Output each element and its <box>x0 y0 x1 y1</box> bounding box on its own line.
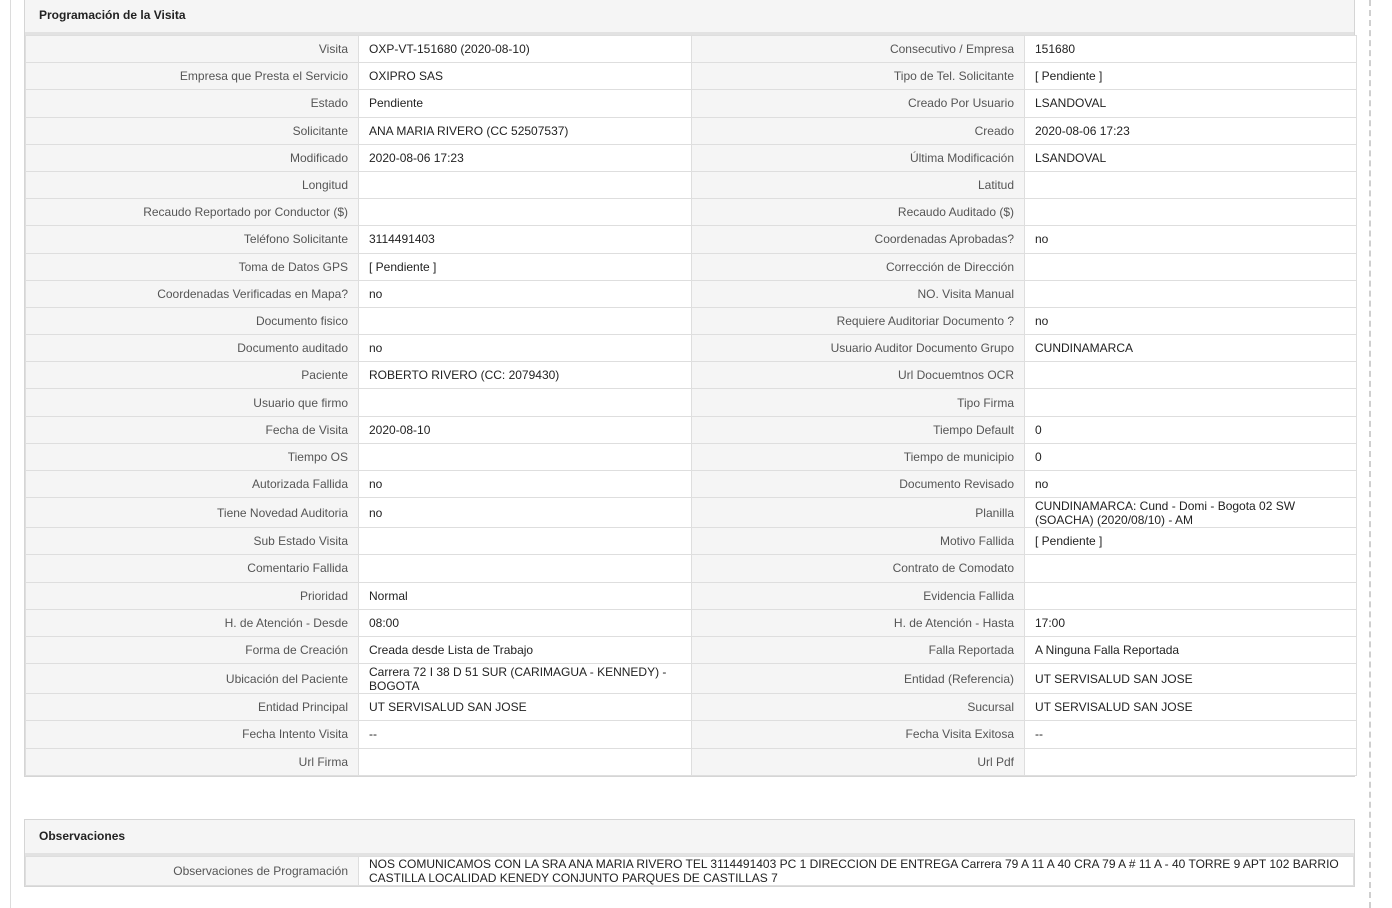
field-value <box>359 171 692 198</box>
field-value <box>1025 555 1357 582</box>
field-label: Documento auditado <box>26 335 359 362</box>
field-label: Planilla <box>692 498 1025 528</box>
field-value <box>359 528 692 555</box>
field-label: Entidad (Referencia) <box>692 664 1025 694</box>
field-label: Fecha de Visita <box>26 416 359 443</box>
table-row <box>26 389 1357 416</box>
field-value: no <box>359 498 692 528</box>
field-value: CUNDINAMARCA: Cund - Domi - Bogota 02 SW (SOACHA) (2020/08/10) - AM <box>1025 498 1357 528</box>
field-label: Usuario que firmo <box>26 389 359 416</box>
field-label: Entidad Principal <box>26 694 359 721</box>
table-row <box>26 171 1357 198</box>
field-value: LSANDOVAL <box>1025 90 1357 117</box>
field-label: Evidencia Fallida <box>692 582 1025 609</box>
field-value: OXP-VT-151680 (2020-08-10) <box>359 36 692 63</box>
field-label: Tipo de Tel. Solicitante <box>692 63 1025 90</box>
field-value: ROBERTO RIVERO (CC: 2079430) <box>359 362 692 389</box>
observaciones-title: Observaciones <box>25 820 1354 856</box>
table-row <box>26 144 1357 171</box>
field-value: 0 <box>1025 443 1357 470</box>
field-value: A Ninguna Falla Reportada <box>1025 636 1357 663</box>
field-label: Falla Reportada <box>692 636 1025 663</box>
table-row <box>26 63 1357 90</box>
table-row <box>26 694 1357 721</box>
field-value: 08:00 <box>359 609 692 636</box>
field-label: Autorizada Fallida <box>26 471 359 498</box>
field-label: Contrato de Comodato <box>692 555 1025 582</box>
field-label: Recaudo Reportado por Conductor ($) <box>26 199 359 226</box>
field-value: [ Pendiente ] <box>1025 528 1357 555</box>
field-label: Paciente <box>26 362 359 389</box>
field-label: Sub Estado Visita <box>26 528 359 555</box>
field-value <box>1025 362 1357 389</box>
field-value: CUNDINAMARCA <box>1025 335 1357 362</box>
table-row <box>26 280 1357 307</box>
field-label: Estado <box>26 90 359 117</box>
field-label: Motivo Fallida <box>692 528 1025 555</box>
field-label: Tiempo Default <box>692 416 1025 443</box>
field-value: 0 <box>1025 416 1357 443</box>
field-value: UT SERVISALUD SAN JOSE <box>359 694 692 721</box>
field-label: Latitud <box>692 171 1025 198</box>
field-label: NO. Visita Manual <box>692 280 1025 307</box>
field-label: H. de Atención - Hasta <box>692 609 1025 636</box>
field-value: 2020-08-06 17:23 <box>1025 117 1357 144</box>
table-row <box>26 335 1357 362</box>
field-label: Consecutivo / Empresa <box>692 36 1025 63</box>
observaciones-value: NOS COMUNICAMOS CON LA SRA ANA MARIA RIVERO TEL 3114491403 PC 1 DIRECCION DE ENTREGA Carrera 79 A 11 A 40 CRA 79 A # 11 A - 40 TORRE 9 APT 102 BARRIO CASTILLA LOCALIDAD KENEDY CONJUNTO PARQUES DE CASTILLAS 7 <box>359 857 1354 886</box>
field-value: 2020-08-10 <box>359 416 692 443</box>
field-value <box>359 555 692 582</box>
field-label: Visita <box>26 36 359 63</box>
field-label: Sucursal <box>692 694 1025 721</box>
field-value <box>359 443 692 470</box>
table-row <box>26 117 1357 144</box>
programacion-table <box>25 35 1357 776</box>
field-value <box>359 199 692 226</box>
field-value: 17:00 <box>1025 609 1357 636</box>
table-row <box>26 253 1357 280</box>
field-value: no <box>1025 307 1357 334</box>
field-label: Tipo Firma <box>692 389 1025 416</box>
field-label: H. de Atención - Desde <box>26 609 359 636</box>
field-label: Solicitante <box>26 117 359 144</box>
field-label: Tiene Novedad Auditoria <box>26 498 359 528</box>
programacion-title: Programación de la Visita <box>25 0 1354 35</box>
field-value <box>359 389 692 416</box>
field-value <box>1025 199 1357 226</box>
field-label: Fecha Intento Visita <box>26 721 359 748</box>
field-label: Modificado <box>26 144 359 171</box>
field-label: Forma de Creación <box>26 636 359 663</box>
table-row <box>26 471 1357 498</box>
field-value: UT SERVISALUD SAN JOSE <box>1025 694 1357 721</box>
table-row <box>26 498 1357 528</box>
field-value <box>359 748 692 775</box>
field-label: Longitud <box>26 171 359 198</box>
field-label: Url Docuemtnos OCR <box>692 362 1025 389</box>
table-row <box>26 609 1357 636</box>
field-label: Ubicación del Paciente <box>26 664 359 694</box>
field-label: Creado Por Usuario <box>692 90 1025 117</box>
field-label: Documento Revisado <box>692 471 1025 498</box>
field-value: Creada desde Lista de Trabajo <box>359 636 692 663</box>
field-value: Pendiente <box>359 90 692 117</box>
field-value <box>359 307 692 334</box>
field-value: -- <box>359 721 692 748</box>
field-value: ANA MARIA RIVERO (CC 52507537) <box>359 117 692 144</box>
table-row <box>26 443 1357 470</box>
field-label: Prioridad <box>26 582 359 609</box>
field-value: LSANDOVAL <box>1025 144 1357 171</box>
table-row <box>26 721 1357 748</box>
table-row <box>26 748 1357 775</box>
table-row <box>26 664 1357 694</box>
field-label: Documento fisico <box>26 307 359 334</box>
table-row <box>26 582 1357 609</box>
table-row <box>26 857 1354 886</box>
field-value <box>1025 171 1357 198</box>
field-label: Coordenadas Verificadas en Mapa? <box>26 280 359 307</box>
field-value: UT SERVISALUD SAN JOSE <box>1025 664 1357 694</box>
field-label: Requiere Auditoriar Documento ? <box>692 307 1025 334</box>
table-row <box>26 307 1357 334</box>
table-row <box>26 528 1357 555</box>
observaciones-table <box>25 856 1354 886</box>
field-value: [ Pendiente ] <box>1025 63 1357 90</box>
field-value: 3114491403 <box>359 226 692 253</box>
table-row <box>26 362 1357 389</box>
observaciones-label: Observaciones de Programación <box>26 857 359 886</box>
field-value: no <box>1025 226 1357 253</box>
field-label: Corrección de Dirección <box>692 253 1025 280</box>
table-row <box>26 226 1357 253</box>
programacion-panel <box>24 0 1355 777</box>
field-label: Fecha Visita Exitosa <box>692 721 1025 748</box>
field-label: Empresa que Presta el Servicio <box>26 63 359 90</box>
field-value: no <box>359 280 692 307</box>
field-label: Tiempo de municipio <box>692 443 1025 470</box>
field-label: Toma de Datos GPS <box>26 253 359 280</box>
observaciones-panel <box>24 819 1355 887</box>
field-label: Usuario Auditor Documento Grupo <box>692 335 1025 362</box>
table-row <box>26 636 1357 663</box>
table-row <box>26 555 1357 582</box>
field-value: 2020-08-06 17:23 <box>359 144 692 171</box>
table-row <box>26 199 1357 226</box>
field-value: no <box>1025 471 1357 498</box>
field-value: Normal <box>359 582 692 609</box>
field-label: Url Firma <box>26 748 359 775</box>
field-label: Url Pdf <box>692 748 1025 775</box>
table-row <box>26 416 1357 443</box>
field-value <box>1025 582 1357 609</box>
field-value <box>1025 748 1357 775</box>
field-label: Recaudo Auditado ($) <box>692 199 1025 226</box>
field-label: Comentario Fallida <box>26 555 359 582</box>
field-label: Teléfono Solicitante <box>26 226 359 253</box>
field-label: Creado <box>692 117 1025 144</box>
field-value <box>1025 280 1357 307</box>
field-value: Carrera 72 I 38 D 51 SUR (CARIMAGUA - KENNEDY) - BOGOTA <box>359 664 692 694</box>
field-value: no <box>359 471 692 498</box>
field-value: OXIPRO SAS <box>359 63 692 90</box>
field-value <box>1025 253 1357 280</box>
field-value: -- <box>1025 721 1357 748</box>
table-row <box>26 36 1357 63</box>
field-value: [ Pendiente ] <box>359 253 692 280</box>
table-row <box>26 90 1357 117</box>
field-label: Última Modificación <box>692 144 1025 171</box>
field-value <box>1025 389 1357 416</box>
dashed-divider <box>1369 0 1371 908</box>
field-label: Tiempo OS <box>26 443 359 470</box>
field-value: no <box>359 335 692 362</box>
field-label: Coordenadas Aprobadas? <box>692 226 1025 253</box>
field-value: 151680 <box>1025 36 1357 63</box>
